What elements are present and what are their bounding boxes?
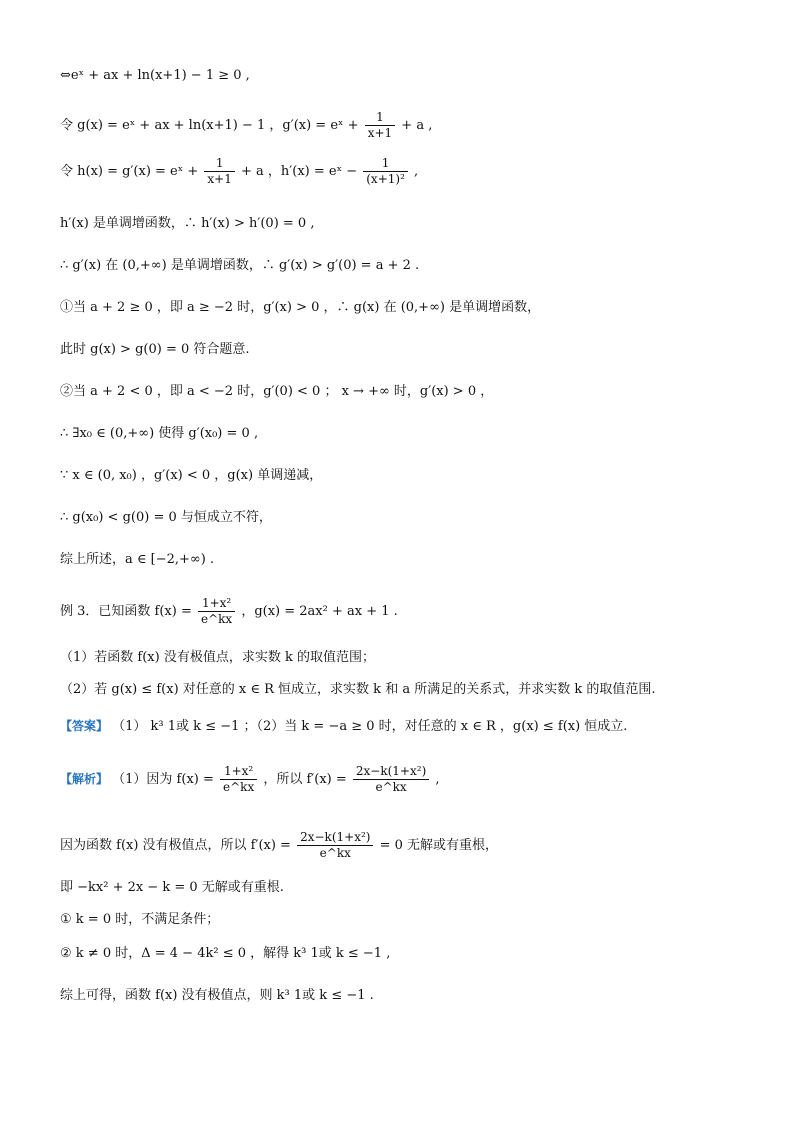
example-3-heading: 例 3．已知函数 f(x) = $\frac{\text{1+x²}}{e\^{}kx}$ ，g(x) = 2ax² + ax + 1 . [60, 596, 398, 626]
line-10: ∵ x ∈ (0, x₀) ，g′(x) < 0 ，g(x) 单调递减， [60, 468, 323, 483]
line-7: 此时 g(x) > g(0) = 0 符合题意. [60, 342, 250, 357]
fraction: $\frac{1}{\text{(x+1)²}}$ [363, 156, 408, 187]
answer-line: 【答案】 （1） k³ 1或 k ≤ −1 ；（2）当 k = −a ≥ 0 时，对任意的 x ∈ R ，g(x) ≤ f(x) 恒成立. [60, 719, 628, 734]
fraction: $\frac{\text{2x−k(1+x²)}}{e\^{}kx}$ [297, 830, 373, 861]
analysis-line: 【解析】 （1）因为 f(x) = $\frac{\text{1+x²}}{e\^{}kx}$ ，所以 f′(x) = $\frac{\text{2x−k(1+x²)}}{e\^{}kx}$ , [60, 764, 440, 794]
line-8: ②当 a + 2 < 0 ，即 a < −2 时，g′(0) < 0 ； x → +∞ 时，g′(x) > 0 ， [60, 384, 494, 399]
line-1: ⇔eˣ + ax + ln(x+1) − 1 ≥ 0 , [60, 68, 250, 83]
line-12: 综上所述，a ∈ [−2,+∞) . [60, 552, 215, 567]
line-22: 综上可得，函数 f(x) 没有极值点，则 k³ 1或 k ≤ −1 . [60, 988, 374, 1003]
fraction: $\frac{1}{x+1}$ [204, 156, 234, 187]
fraction: $\frac{\text{1+x²}}{e\^{}kx}$ [220, 764, 257, 795]
line-6: ①当 a + 2 ≥ 0 ，即 a ≥ −2 时，g′(x) > 0 ，∴ g(x) 在 (0,+∞) 是单调增函数， [60, 300, 541, 315]
line-19: 即 −kx² + 2x − k = 0 无解或有重根. [60, 880, 284, 895]
answer-tag: 【答案】 [60, 719, 109, 733]
fraction: $\frac{\text{1+x²}}{e\^{}kx}$ [198, 596, 235, 627]
fraction: $\frac{1}{x+1}$ [365, 110, 395, 141]
line-20: ① k = 0 时，不满足条件； [60, 912, 220, 927]
line-3: 令 h(x) = g′(x) = eˣ + $\frac{1}{x+1}$ + a ，h′(x) = eˣ − $\frac{1}{\text{(x+1)²}}$ , [60, 156, 419, 186]
line-9: ∴ ∃x₀ ∈ (0,+∞) 使得 g′(x₀) = 0 , [60, 426, 259, 441]
fraction: $\frac{\text{2x−k(1+x²)}}{e\^{}kx}$ [353, 764, 429, 795]
line-4: h′(x) 是单调增函数，∴ h′(x) > h′(0) = 0 , [60, 216, 315, 231]
line-11: ∴ g(x₀) < g(0) = 0 与恒成立不符， [60, 510, 272, 525]
line-2: 令 g(x) = eˣ + ax + ln(x+1) − 1 ，g′(x) = eˣ + $\frac{1}{x+1}$ + a , [60, 110, 433, 140]
line-5: ∴ g′(x) 在 (0,+∞) 是单调增函数，∴ g′(x) > g′(0) = a + 2 . [60, 258, 420, 273]
question-1: （1）若函数 f(x) 没有极值点，求实数 k 的取值范围； [60, 650, 375, 665]
analysis-tag: 【解析】 [60, 772, 109, 786]
question-2: （2）若 g(x) ≤ f(x) 对任意的 x ∈ R 恒成立，求实数 k 和 a 所满足的关系式，并求实数 k 的取值范围. [60, 682, 656, 697]
line-21: ② k ≠ 0 时，Δ = 4 − 4k² ≤ 0 ，解得 k³ 1或 k ≤ −1 , [60, 946, 391, 961]
line-18: 因为函数 f(x) 没有极值点，所以 f′(x) = $\frac{\text{2x−k(1+x²)}}{e\^{}kx}$ = 0 无解或有重根， [60, 830, 499, 860]
